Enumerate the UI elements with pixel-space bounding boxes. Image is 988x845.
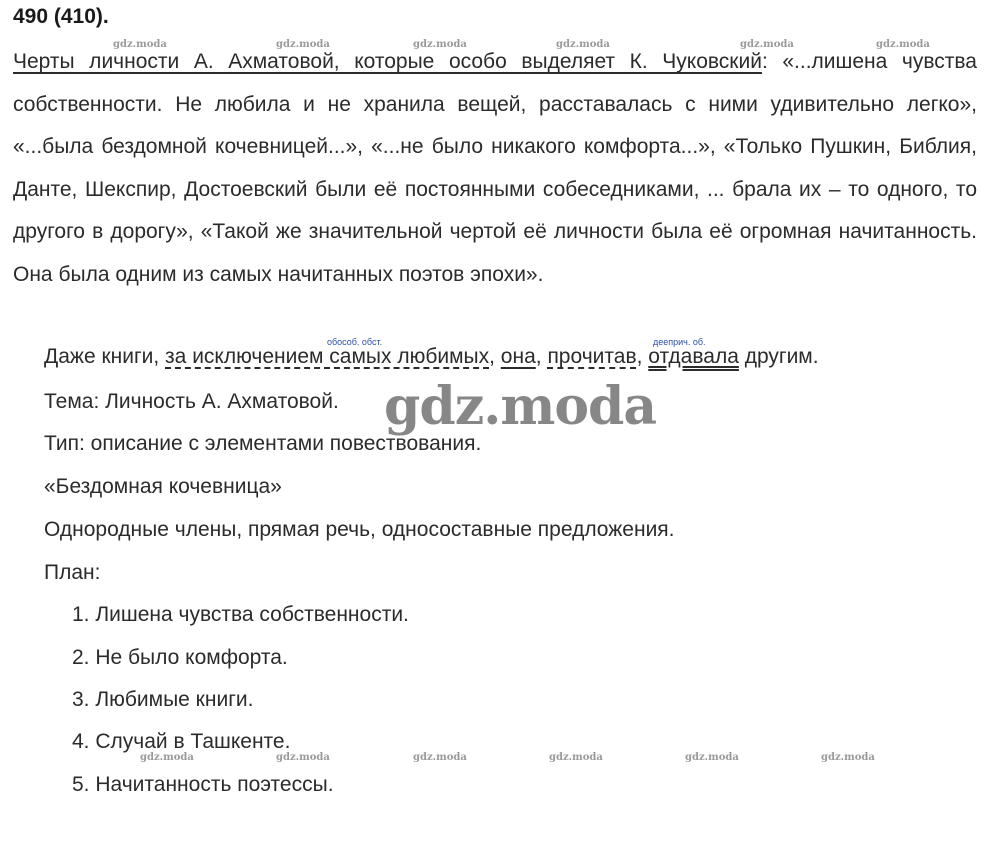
paragraph-text: : «...лишена чувства собственности. Не любила и не хранила вещей, расставалась с ними удивительно легко», «...была бездомной кочевницей...», «...не было никакого комфорта...», «Только Пушкин, Библия, Данте, Шекспир, Достоевский были её постоянными собеседниками, ... брала их – то одного, то другого в дорогу», «Такой же значительной чертой её личности была её огромная начитанность. Она была одним из самых начитанных поэтов эпохи». <box>13 50 977 286</box>
sentence-part: , <box>636 345 649 368</box>
watermark: gdz.moda <box>740 39 794 50</box>
adverbial-phrase: за исключением самых любимых <box>165 345 490 368</box>
watermark: gdz.moda <box>685 752 739 763</box>
watermark: gdz.moda <box>876 39 930 50</box>
gloss-adverbial: обособ. обст. <box>327 337 383 347</box>
watermark: gdz.moda <box>821 752 875 763</box>
watermark: gdz.moda <box>276 752 330 763</box>
sentence-part: другим. <box>738 345 819 368</box>
analyzed-sentence <box>44 345 819 369</box>
quote-paragraph <box>13 41 977 296</box>
watermark: gdz.moda <box>549 752 603 763</box>
plan-item: 4. Случай в Ташкенте. <box>72 730 291 753</box>
theme-line: Тема: Личность А. Ахматовой. <box>44 390 339 413</box>
exercise-number: 490 (410). <box>13 5 109 28</box>
plan-item: 1. Лишена чувства собственности. <box>72 603 409 626</box>
plan-item: 2. Не было комфорта. <box>72 646 288 669</box>
sentence-part: Даже книги, <box>44 345 166 368</box>
title-line: «Бездомная кочевница» <box>44 475 282 498</box>
watermark: gdz.moda <box>556 39 610 50</box>
predicate-word: отдавала <box>648 345 739 368</box>
plan-item: 5. Начитанность поэтессы. <box>72 773 334 796</box>
sentence-part: , <box>489 345 501 368</box>
watermark: gdz.moda <box>413 39 467 50</box>
features-line: Однородные члены, прямая речь, односоставные предложения. <box>44 518 675 541</box>
watermark-logo: gdz.moda <box>384 376 657 437</box>
watermark: gdz.moda <box>140 752 194 763</box>
gloss-participle: дееприч. об. <box>653 337 706 347</box>
sentence-part: , <box>535 345 548 368</box>
participle-word: прочитав <box>547 345 637 368</box>
watermark: gdz.moda <box>276 39 330 50</box>
watermark: gdz.moda <box>413 752 467 763</box>
underlined-phrase: Черты личности А. Ахматовой, которые особо выделяет К. Чуковский <box>13 50 762 73</box>
watermark: gdz.moda <box>113 39 167 50</box>
plan-label: План: <box>44 561 101 584</box>
type-line: Тип: описание с элементами повествования. <box>44 432 482 455</box>
plan-item: 3. Любимые книги. <box>72 688 254 711</box>
subject-word: она <box>500 345 536 368</box>
